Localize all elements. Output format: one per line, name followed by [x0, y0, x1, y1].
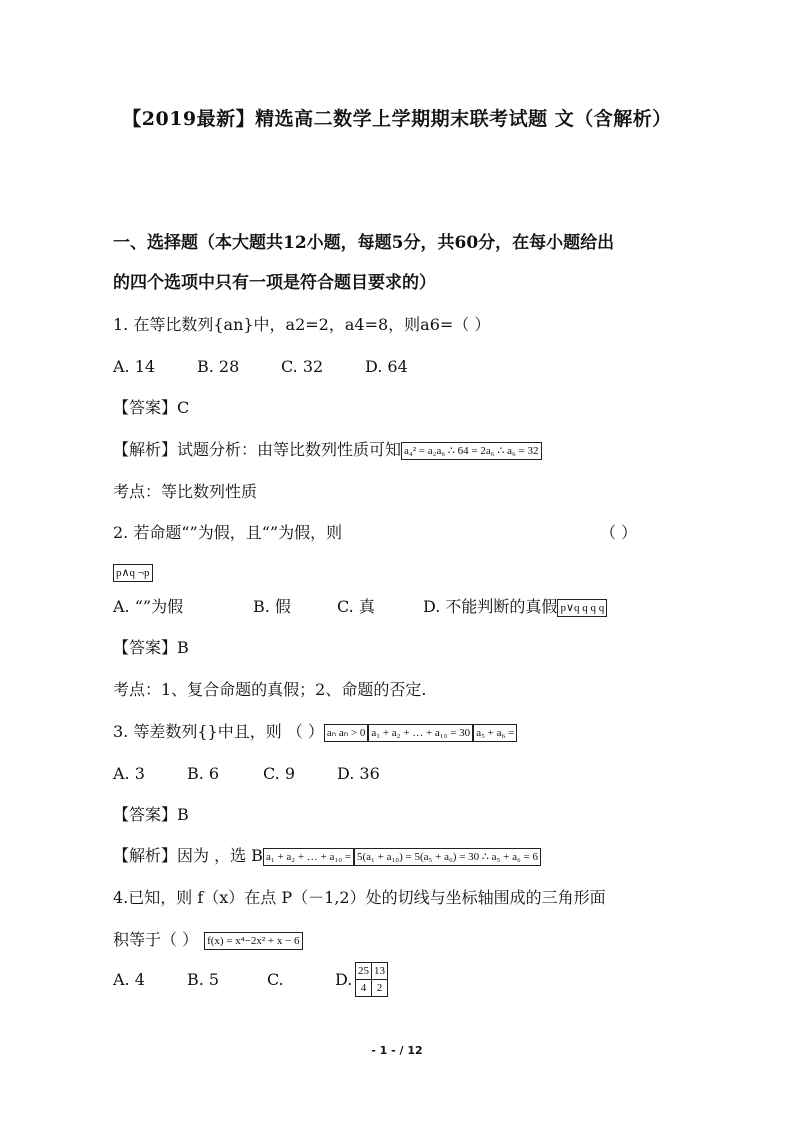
section-heading-cont: 的四个选项中只有一项是符合题目要求的）	[113, 273, 436, 293]
option-d: D. 36	[337, 764, 380, 783]
option-d: D. 不能判断的真假	[423, 597, 558, 616]
question-2-stem: 2. 若命题“”为假，且“”为假，则	[113, 523, 343, 542]
question-1-point: 考点：等比数列性质	[113, 482, 258, 501]
formula-image: p∧q ¬p	[113, 564, 153, 582]
page-number: - 1 - / 12	[371, 1044, 423, 1057]
option-b: B. 5	[187, 970, 220, 989]
analysis-text: 【解析】试题分析：由等比数列性质可知	[113, 440, 402, 459]
formula-image: f(x) = x⁴−2x² + x − 6	[204, 932, 302, 950]
fraction-table	[355, 962, 388, 997]
question-2-point: 考点：1、复合命题的真假；2、命题的否定.	[113, 680, 427, 699]
question-2-options	[113, 596, 607, 618]
section-heading: 一、选择题（本大题共12小题，每题5分，共60分，在每小题给出	[113, 233, 615, 253]
formula-image: a₅ + a₆ =	[473, 724, 517, 742]
question-3-analysis	[113, 845, 541, 867]
stem-text: 积等于（ ）	[113, 930, 199, 949]
fraction-numerator: 13	[372, 963, 388, 980]
analysis-text: 【解析】因为 ，选 B	[113, 846, 263, 865]
option-c: C. 9	[263, 764, 296, 783]
question-2-answer: 【答案】B	[113, 638, 189, 657]
question-3-stem	[113, 721, 517, 743]
fraction-denominator: 4	[356, 980, 372, 997]
option-a: A. “”为假	[113, 597, 184, 616]
question-4-options	[113, 969, 361, 991]
question-4-stem: 4.已知，则 f（x）在点 P（－1,2）处的切线与坐标轴围成的三角形面	[113, 888, 606, 907]
question-3-options	[113, 763, 380, 785]
option-a: A. 14	[113, 357, 156, 376]
fraction-denominator: 2	[372, 980, 388, 997]
option-c: C. 真	[337, 597, 375, 616]
option-b: B. 假	[253, 597, 291, 616]
option-a: A. 3	[113, 764, 145, 783]
option-b: B. 28	[197, 357, 240, 376]
formula-image: p∨q q q q	[557, 599, 607, 617]
option-d: D.	[335, 970, 353, 989]
page-title: 【2019最新】精选高二数学上学期期末联考试题 文（含解析）	[122, 108, 672, 130]
question-1-stem: 1. 在等比数列{an}中，a2=2，a4=8，则a6=（ ）	[113, 315, 491, 334]
question-3-answer: 【答案】B	[113, 805, 189, 824]
formula-image: a₁ + a₂ + … + a₁₀ =	[263, 848, 354, 866]
formula-image: aₙ aₙ > 0	[324, 724, 368, 742]
question-2-paren: （ ）	[600, 523, 638, 542]
formula-image: 5(a₁ + a₁₀) = 5(a₅ + a₆) = 30 ∴ a₅ + a₆ = 6	[354, 848, 541, 866]
formula-image: a₄² = a₂a₆ ∴ 64 = 2a₆ ∴ a₆ = 32	[401, 442, 542, 460]
question-1-options	[113, 356, 408, 378]
option-b: B. 6	[187, 764, 220, 783]
option-a: A. 4	[113, 970, 145, 989]
question-4-stem-cont	[113, 929, 303, 951]
question-2-formula	[113, 561, 153, 583]
option-d: D. 64	[365, 357, 408, 376]
option-c: C.	[267, 970, 284, 989]
question-1-analysis	[113, 439, 542, 461]
question-1-answer: 【答案】C	[113, 398, 190, 417]
formula-image: a₁ + a₂ + … + a₁₀ = 30	[368, 724, 473, 742]
stem-text: 3. 等差数列{}中且，则 （ ）	[113, 722, 324, 741]
fraction-numerator: 25	[356, 963, 372, 980]
option-c: C. 32	[281, 357, 324, 376]
